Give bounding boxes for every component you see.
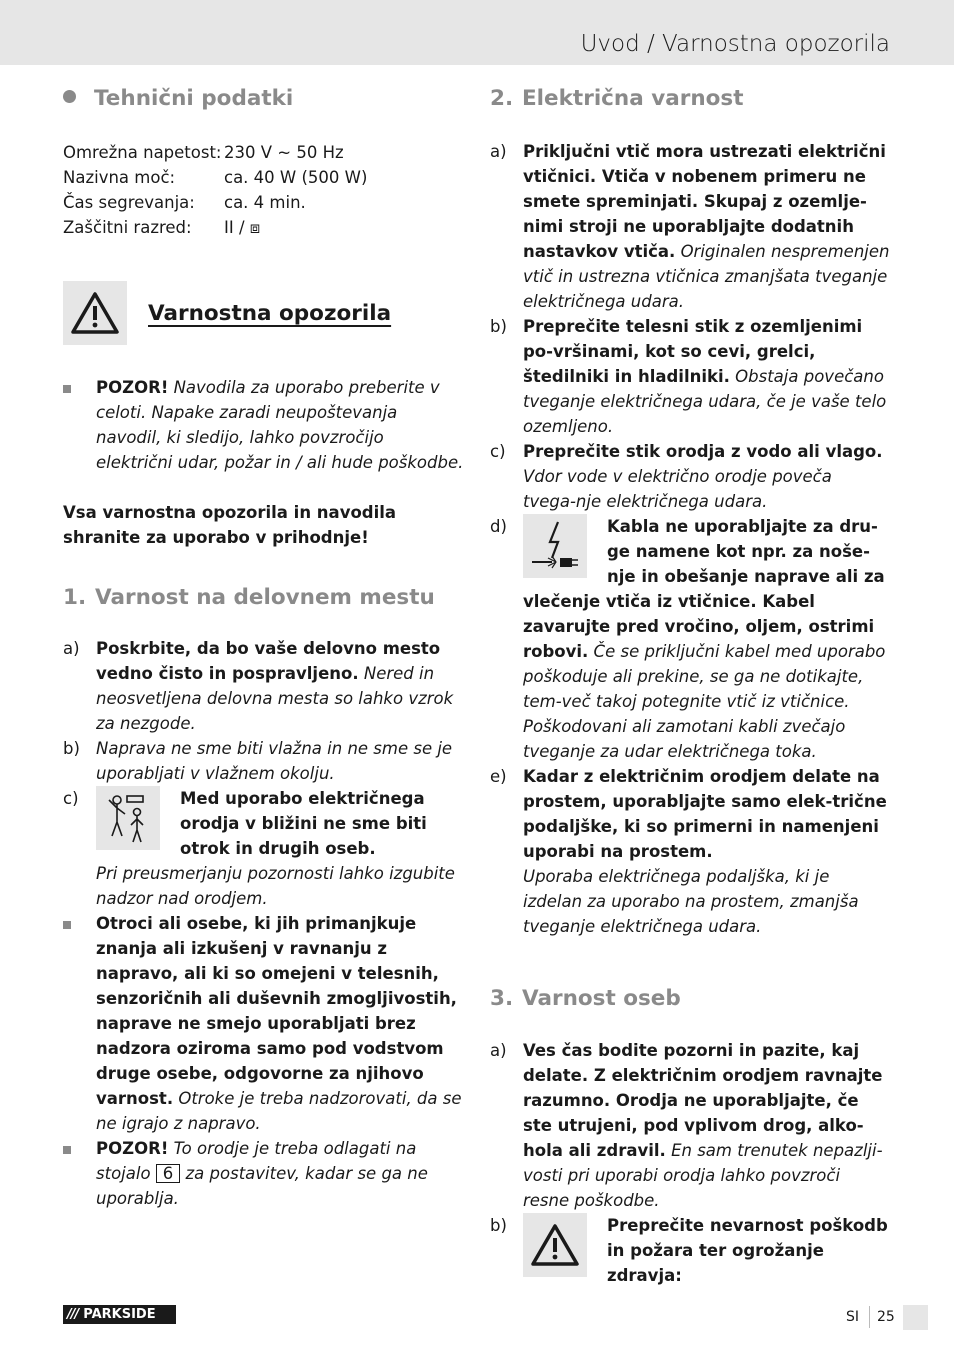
italic-text: To orodje je treba odlagati na stojalo <box>96 1139 417 1183</box>
language-code: SI <box>846 1309 860 1325</box>
page-header <box>0 0 954 65</box>
item-label: e) <box>490 767 507 786</box>
list-item-text: Naprava ne sme biti vlažna in ne sme se je uporabljati v vlažnem okolju. <box>96 739 453 783</box>
list-item <box>490 439 890 514</box>
list-item-text <box>96 636 465 736</box>
bold-text: POZOR! <box>96 1139 169 1158</box>
italic-text: Navodila za uporabo preberite v celoti. Napake zaradi neupoštevanja navodil, ki sledijo, lahko povzročijo električni udar, požar in / ali hude poškodbe. <box>96 378 464 472</box>
bold-text: Preprečite nevarnost poškodb in požara ter ogrožanje zdravja: <box>607 1216 888 1285</box>
spec-table <box>63 140 367 240</box>
list-item-text <box>523 514 890 764</box>
list-item <box>490 514 890 764</box>
footer-divider <box>869 1306 870 1328</box>
spec-key: Nazivna moč: <box>63 168 176 187</box>
section-1-heading <box>63 583 465 613</box>
section-number: 3. <box>490 986 514 1011</box>
spec-row <box>63 165 367 190</box>
list-item-text <box>96 375 465 475</box>
list-item-text <box>523 439 890 514</box>
list-item-text <box>523 1038 890 1213</box>
italic-text: za postavitev, kadar se ga ne uporablja. <box>96 1164 428 1208</box>
children-warning-icon <box>96 786 160 850</box>
item-label: c) <box>63 789 79 808</box>
italic-text: Uporaba električnega podaljška, ki je izdelan za uporabo na prostem, zmanjša tveganje električnega udara. <box>523 867 859 936</box>
list-item <box>490 314 890 439</box>
bold-text: Kadar z električnim orodjem delate na prostem, uporabljajte samo elek-trične podaljške, ki so primerni in namenjeni uporabi na prostem. <box>523 767 887 861</box>
page-number: 25 <box>877 1309 895 1325</box>
list-item-text <box>96 786 465 911</box>
section-number: 2. <box>490 86 514 111</box>
list-item-text <box>523 314 890 439</box>
tech-heading-text: Tehnični podatki <box>94 86 294 111</box>
section-title: Varnost oseb <box>522 986 681 1011</box>
keep-instructions-note: Vsa varnostna opozorila in navodila shranite za uporabo v prihodnje! <box>63 503 397 547</box>
list-item <box>63 636 465 736</box>
list-item <box>63 786 465 911</box>
list-item <box>490 764 890 939</box>
italic-text: Vdor vode v električno orodje poveča tvega-nje električnega udara. <box>523 467 832 511</box>
item-label: a) <box>490 142 507 161</box>
spec-key: Omrežna napetost: <box>63 143 222 162</box>
list-item <box>490 139 890 314</box>
brand-name: PARKSIDE <box>83 1307 156 1322</box>
section-number: 1. <box>63 585 87 610</box>
italic-text: Pri preusmerjanju pozornosti lahko izgubite nadzor nad orodjem. <box>96 864 455 908</box>
list-item <box>490 1213 890 1288</box>
left-column <box>63 84 465 1211</box>
right-column <box>490 84 890 1288</box>
section-title: Varnost na delovnem mestu <box>95 585 435 610</box>
item-label: a) <box>490 1041 507 1060</box>
bold-text: Kabla ne uporabljajte za dru-ge namene kot npr. za noše-nje in obešanje naprave ali za vlečenje vtiča iz vtičnice. Kabel zavarujte pred vročino, oljem, ostrimi robovi. <box>523 517 885 661</box>
list-item-text <box>523 764 890 939</box>
bold-text: Priključni vtič mora ustrezati električni vtičnici. Vtiča v nobenem primeru ne smete spreminjati. Skupaj z ozemlje-nimi stroji ne uporabljajte dodatnih nastavkov vtiča. <box>523 142 886 261</box>
list-item-text <box>523 139 890 314</box>
tech-heading <box>63 84 465 114</box>
italic-text: Originalen nespremenjen vtič in ustrezna vtičnica zmanjšata tveganje električnega udara. <box>523 242 890 311</box>
bold-text: Ves čas bodite pozorni in pazite, kaj delate. Z električnim orodjem ravnajte razumno. Orodja ne uporabljajte, če ste utrujeni, pod vplivom drog, alko-hola ali zdravil. <box>523 1041 883 1160</box>
page-title: Uvod / Varnostna opozorila <box>580 31 890 57</box>
italic-text: Otroke je treba nadzorovati, da se ne igrajo z napravo. <box>96 1089 462 1133</box>
list-item <box>63 1136 465 1211</box>
warning-heading: Varnostna opozorila <box>148 300 392 326</box>
item-label: c) <box>490 442 506 461</box>
italic-text: Če se priključni kabel med uporabo poškoduje ali prekine, se ga ne dotikajte, tem-več takoj potegnite vtič iz vtičnice. Poškodovani ali zamotani kabli zvečajo tveganje za udar električnega toka. <box>523 642 886 761</box>
spec-key: Čas segrevanja: <box>63 193 195 212</box>
bullet-icon <box>63 90 76 103</box>
brand-logo <box>63 1305 176 1324</box>
square-bullet-icon <box>63 1136 96 1211</box>
section-title: Električna varnost <box>522 86 744 111</box>
square-bullet-icon <box>63 375 96 475</box>
spec-row <box>63 215 367 240</box>
spec-key: Zaščitni razred: <box>63 218 192 237</box>
italic-text: Nered in neosvetljena delovna mesta so lahko vzrok za nezgode. <box>96 664 454 733</box>
list-item-text <box>96 1136 465 1211</box>
warning-heading-block <box>63 281 465 345</box>
bold-text: POZOR! <box>96 378 169 397</box>
square-bullet-icon <box>63 911 96 1136</box>
part-reference-box: 6 <box>156 1164 181 1183</box>
logo-slashes-icon: /// <box>67 1307 79 1322</box>
item-label: d) <box>490 517 507 536</box>
section-2-heading <box>490 84 890 114</box>
spec-value: ca. 4 min. <box>224 193 306 212</box>
bold-text: Otroci ali osebe, ki jih primanjkuje znanja ali izkušenj v ravnanju z napravo, ali ki so omejeni v telesnih, senzoričnih ali duševnih zmogljivostih, naprave ne smejo uporabljati brez nadzora oziroma samo pod vodstvom druge osebe, odgovorne za njihovo varnost. <box>96 914 457 1108</box>
item-label: b) <box>490 317 507 336</box>
spec-row <box>63 190 367 215</box>
list-item <box>490 1038 890 1213</box>
bold-text: Poskrbite, da bo vaše delovno mesto vedno čisto in pospravljeno. <box>96 639 441 683</box>
page-tab-marker <box>903 1305 928 1330</box>
item-label: a) <box>63 639 80 658</box>
italic-text: Obstaja povečano tveganje električnega udara, če je vaše telo ozemljeno. <box>523 367 887 436</box>
spec-value: II / ⧈ <box>224 218 261 237</box>
list-item <box>63 375 465 475</box>
italic-text: En sam trenutek nepazlji-vosti pri uporabi orodja lahko povzroči resne poškodbe. <box>523 1141 883 1210</box>
spec-value: 230 V ~ 50 Hz <box>224 143 344 162</box>
bold-text: Preprečite stik orodja z vodo ali vlago. <box>523 442 883 461</box>
list-item <box>63 911 465 1136</box>
item-label: b) <box>63 739 80 758</box>
spec-row <box>63 140 367 165</box>
spec-value: ca. 40 W (500 W) <box>224 168 368 187</box>
warning-triangle-icon <box>523 1213 587 1277</box>
list-item <box>63 736 465 786</box>
bold-text: Med uporabo električnega orodja v bližini ne sme biti otrok in drugih oseb. <box>180 789 427 858</box>
list-item-text <box>96 911 465 1136</box>
electric-shock-icon <box>523 514 587 578</box>
warning-triangle-icon <box>63 281 127 345</box>
section-3-heading <box>490 984 890 1014</box>
item-label: b) <box>490 1216 507 1235</box>
bold-text: Preprečite telesni stik z ozemljenimi po-vršinami, kot so cevi, grelci, štedilniki in hladilniki. <box>523 317 863 386</box>
list-item-text <box>523 1213 890 1288</box>
